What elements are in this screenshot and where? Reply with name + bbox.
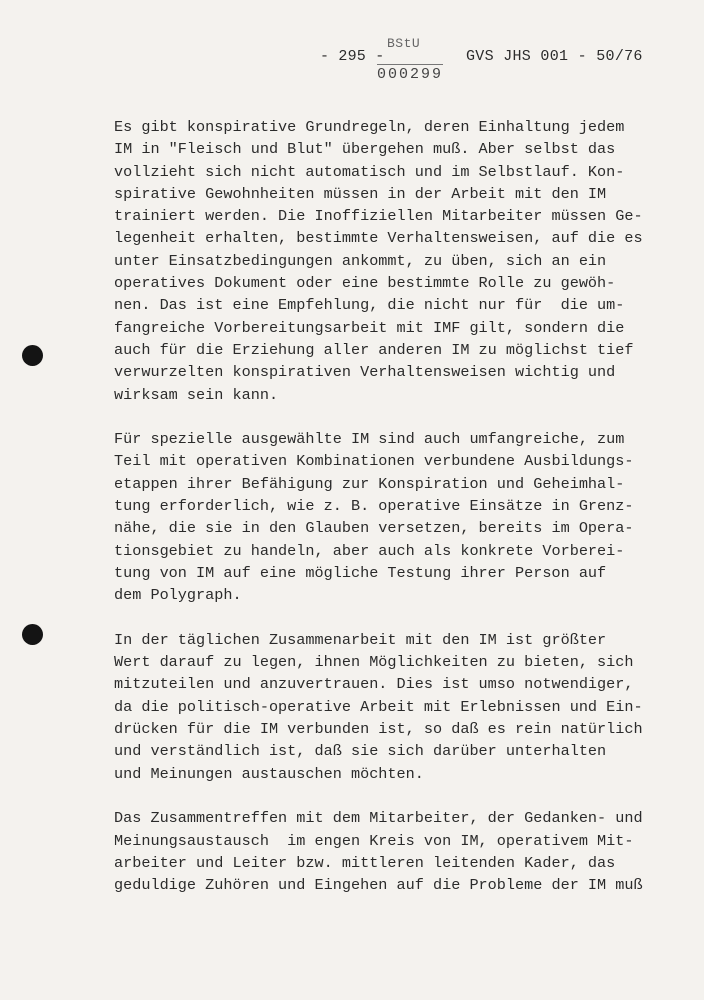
- text-line: Für spezielle ausgewählte IM sind auch umfangreiche, zum: [114, 430, 625, 449]
- paragraph-3: [114, 629, 674, 785]
- paragraph-4: [114, 807, 674, 896]
- text-line: fangreiche Vorbereitungsarbeit mit IMF gilt, sondern die: [114, 318, 625, 337]
- text-line: verwurzelten konspirativen Verhaltensweisen wichtig und: [114, 363, 616, 382]
- text-line: mitzuteilen und anzuvertrauen. Dies ist umso notwendiger,: [114, 675, 634, 694]
- text-line: In der täglichen Zusammenarbeit mit den IM ist größter: [114, 630, 607, 649]
- text-line: wirksam sein kann.: [114, 385, 279, 404]
- document-body: [114, 116, 674, 896]
- text-line: Teil mit operativen Kombinationen verbundene Ausbildungs-: [114, 452, 634, 471]
- text-line: vollzieht sich nicht automatisch und im Selbstlauf. Kon-: [114, 162, 625, 181]
- punch-hole-bottom: [22, 624, 43, 645]
- text-line: nähe, die sie in den Glauben versetzen, bereits im Opera-: [114, 519, 634, 538]
- page-number: - 295 -: [320, 48, 385, 65]
- text-line: tung von IM auf eine mögliche Testung ihrer Person auf: [114, 563, 607, 582]
- text-line: da die politisch-operative Arbeit mit Erlebnissen und Ein-: [114, 697, 643, 716]
- archive-stamp-number: 000299: [377, 66, 444, 83]
- text-line: etappen ihrer Befähigung zur Konspiration und Geheimhal-: [114, 474, 625, 493]
- text-line: Meinungsaustausch im engen Kreis von IM, operativem Mit-: [114, 831, 634, 850]
- text-line: Wert darauf zu legen, ihnen Möglichkeiten zu bieten, sich: [114, 653, 634, 672]
- text-line: geduldige Zuhören und Eingehen auf die Probleme der IM muß: [114, 876, 643, 895]
- text-line: arbeiter und Leiter bzw. mittleren leitenden Kader, das: [114, 853, 616, 872]
- text-line: dem Polygraph.: [114, 586, 242, 605]
- text-line: tung erforderlich, wie z. B. operative Einsätze in Grenz-: [114, 497, 634, 516]
- text-line: und verständlich ist, daß sie sich darüber unterhalten: [114, 742, 607, 761]
- punch-hole-top: [22, 345, 43, 366]
- text-line: tionsgebiet zu handeln, aber auch als konkrete Vorberei-: [114, 541, 625, 560]
- text-line: auch für die Erziehung aller anderen IM zu möglichst tief: [114, 340, 634, 359]
- text-line: trainiert werden. Die Inoffiziellen Mitarbeiter müssen Ge-: [114, 207, 643, 226]
- document-reference: GVS JHS 001 - 50/76: [466, 48, 643, 65]
- archive-stamp-label: BStU: [387, 36, 421, 51]
- text-line: unter Einsatzbedingungen ankommt, zu üben, sich an ein: [114, 251, 607, 270]
- text-line: IM in "Fleisch und Blut" übergehen muß. Aber selbst das: [114, 140, 616, 159]
- text-line: legenheit erhalten, bestimmte Verhaltensweisen, auf die es: [114, 229, 643, 248]
- text-line: spirative Gewohnheiten müssen in der Arbeit mit den IM: [114, 184, 607, 203]
- text-line: Das Zusammentreffen mit dem Mitarbeiter, der Gedanken- und: [114, 809, 643, 828]
- paragraph-1: [114, 116, 674, 406]
- text-line: Es gibt konspirative Grundregeln, deren Einhaltung jedem: [114, 118, 625, 136]
- text-line: operatives Dokument oder eine bestimmte Rolle zu gewöh-: [114, 274, 616, 293]
- text-line: nen. Das ist eine Empfehlung, die nicht nur für die um-: [114, 296, 625, 315]
- paragraph-2: [114, 428, 674, 606]
- text-line: und Meinungen austauschen möchten.: [114, 764, 424, 783]
- text-line: drücken für die IM verbunden ist, so daß es rein natürlich: [114, 720, 643, 739]
